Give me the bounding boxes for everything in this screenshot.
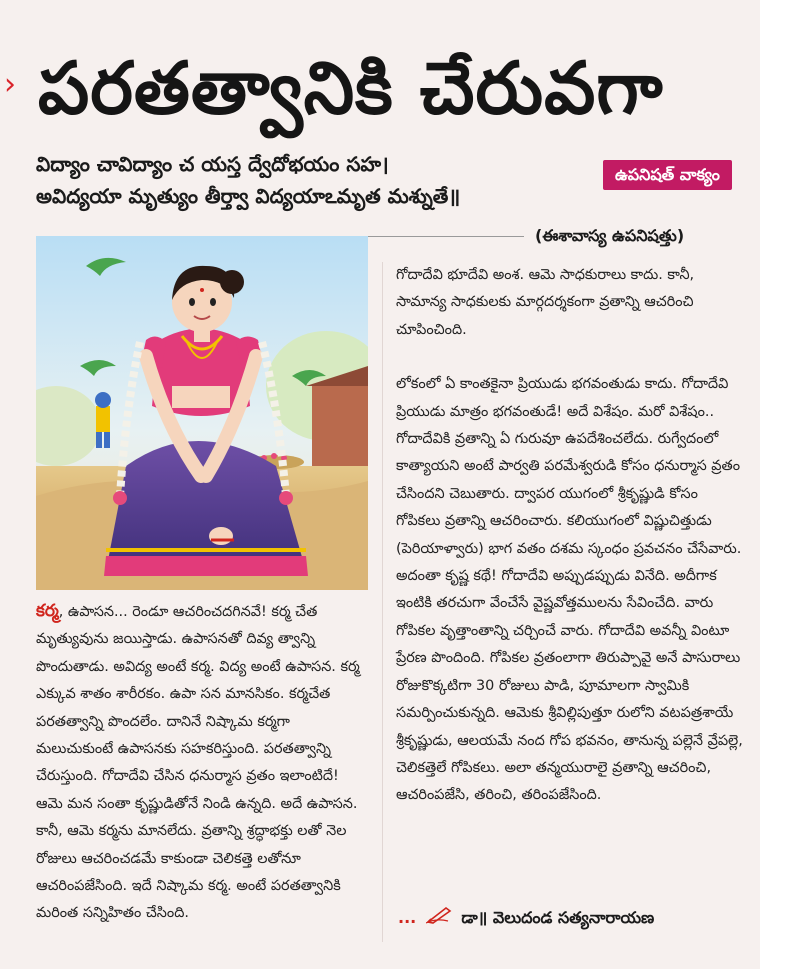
article-left-column	[36, 598, 368, 928]
headline: పరతత్వానికి చేరువగా	[38, 46, 664, 130]
article-paragraph	[36, 598, 368, 928]
verse-line-1: విద్యాం చావిద్యాం చ యస్త ద్వేదోభయం సహ।	[36, 152, 389, 176]
verse-quote	[36, 148, 596, 212]
column-rule	[382, 262, 383, 942]
article-right-column	[396, 262, 744, 810]
left-column-text: , ఉపాసన... రెండూ ఆచరించదగినవే! కర్మ చేత మృత్యువును జయిస్తాడు. ఉపాసనతో దివ్య త్వాన్ని పొందుతాడు. అవిద్య అంటే కర్మ. విద్య అంటే ఉపాసన. కర్మ ఎక్కువ శాతం శారీరకం. ఉపా సన మానసికం. కర్మచేత పరతత్వాన్ని పొందలేం. దానినే నిష్కామ కర్మగా మలుచుకుంటే ఉపాసనకు సహకరిస్తుంది. పరతత్వాన్ని చేరుస్తుంది. గోదాదేవి చేసిన ధనుర్మాస వ్రతం ఇలాంటిదే! ఆమె మన సంతా కృష్ణుడితోనే నిండి ఉన్నది. అదే ఉపాసన. కానీ, ఆమె కర్మను మానలేదు. వ్రతాన్ని శ్రద్ధాభక్తు లతో నెల రోజులు ఆచరించడమే కాకుండా చెలికత్తె లతోనూ ఆచరింపజేసింది. ఇదే నిష్కామ కర్మ. అంటే పరతత్వానికి మరింత సన్నిహితం చేసింది.	[36, 604, 360, 922]
lead-word: కర్మ	[36, 601, 59, 621]
verse-line-2: అవిద్యయా మృత్యుం తీర్త్వా విద్యయాఽమృత మశ్నుతే॥	[36, 184, 461, 208]
page-margin	[760, 0, 800, 969]
pen-icon	[426, 906, 452, 931]
section-tag: ఉపనిషత్ వాక్యం	[603, 160, 732, 190]
byline-dots: ...	[398, 908, 417, 927]
byline	[398, 906, 654, 931]
verse-source: (ఈశావాస్య ఉపనిషత్తు)	[535, 226, 685, 245]
chevron-right-icon: ›	[4, 67, 16, 102]
article-paragraph: గోదాదేవి భూదేవి అంశ. ఆమె సాధకురాలు కాదు. కానీ, సామాన్య సాధకులకు మార్గదర్శకంగా వ్రతాన్ని ఆచరించి చూపించింది.	[396, 267, 695, 338]
article-paragraph: లోకంలో ఏ కాంతకైనా ప్రియుడు భగవంతుడు కాదు. గోదాదేవి ప్రియుడు మాత్రం భగవంతుడే! అదే విశేషం. మరో విశేషం.. గోదాదేవికి వ్రతాన్ని ఏ గురువూ ఉపదేశించలేదు. రుగ్వేదంలో కాత్యాయని అంటే పార్వతి పరమేశ్వరుడి కోసం ధనుర్మాస వ్రతం చేసిందని చెబుతారు. ద్వాపర యుగంలో శ్రీకృష్ణుడి కోసం గోపికలు వ్రతాన్ని ఆచరించారు. కలియుగంలో విష్ణుచిత్తుడు (పెరియాళ్వారు) భాగ వతం దశమ స్కంధం ప్రవచనం చేసేవారు. అదంతా కృష్ణ కథే! గోదాదేవి అప్పుడప్పుడు వినేది. అదీగాక ఇంటికి తరచుగా వేంచేసే వైష్ణవోత్తములను సేవించేది. వారు గోపికల వృత్తాంతాన్ని చర్చించే వారు. గోదాదేవి అవన్నీ వింటూ ప్రేరణ పొందింది. గోపికల వ్రతంలాగా తిరుప్పావై అనే పాసురాలు రోజుకొక్కటిగా 30 రోజులు పాడి, పూమాలగా స్వామికి సమర్పించుకున్నది. ఆమెకు శ్రీవిల్లిపుత్తూ రులోని వటపత్రశాయే శ్రీకృష్ణుడు, ఆలయమే నంద గోప భవనం, తానున్న పల్లెనే వ్రేపల్లె, చెలికత్తెలే గోపికలు. అలా తన్మయురాలై వ్రతాన్ని ఆచరించి, ఆచరింపజేసి, తరించి, తరింపజేసింది.	[396, 376, 743, 804]
author-name: డా॥ వెలుదండ సత్యనారాయణ	[461, 908, 655, 927]
illustration-goda-devi	[36, 236, 368, 590]
